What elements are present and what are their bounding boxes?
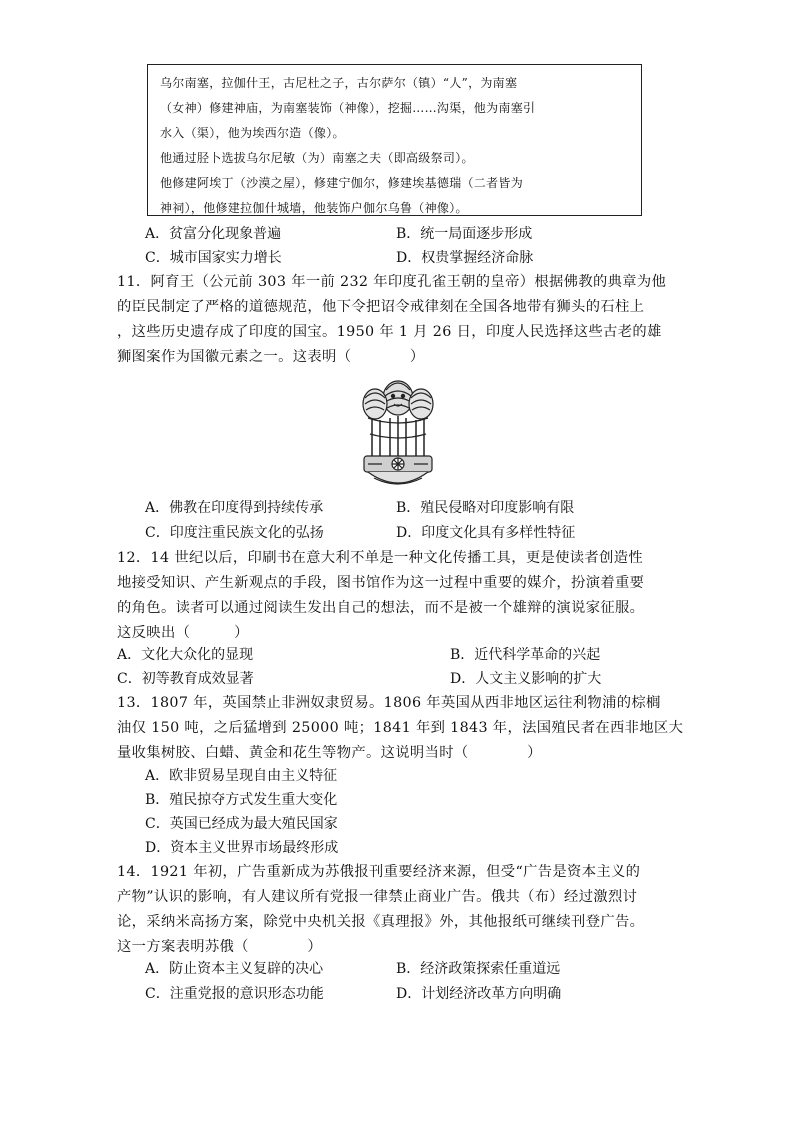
q12-line: 地接受知识、产生新观点的手段，图书馆作为这一过程中重要的媒介，扮演着重要 xyxy=(117,575,645,591)
q11-line: ，这些历史遗存成了印度的国宝。1950 年 1 月 26 日，印度人民选择这些古老的雄 xyxy=(117,324,662,340)
q14-stem xyxy=(117,860,677,960)
q14-line: 论，采纳米高扬方案，除党中央机关报《真理报》外，其他报纸可继续刊登广告。 xyxy=(117,914,645,930)
q11-option-d[interactable]: D．印度文化具有多样性特征 xyxy=(396,525,576,541)
q10-option-a[interactable]: A．贫富分化现象普遍 xyxy=(145,226,282,242)
q14-option-a[interactable]: A．防止资本主义复辟的决心 xyxy=(145,961,324,977)
q14-option-c[interactable]: C．注重党报的意识形态功能 xyxy=(145,986,324,1002)
q10-source-line: 他修建阿埃丁（沙漠之屋），修建宁伽尔，修建埃基德瑞（二者皆为 xyxy=(160,176,524,190)
q11-option-c[interactable]: C．印度注重民族文化的弘扬 xyxy=(145,525,324,541)
q10-source-line: （女神）修建神庙，为南塞装饰（神像），挖掘……沟渠，他为南塞引 xyxy=(160,101,536,115)
q14-line: 14．1921 年初，广告重新成为苏俄报刊重要经济来源，但受“广告是资本主义的 xyxy=(117,864,641,880)
q12-line: 12．14 世纪以后，印刷书在意大利不单是一种文化传播工具，更是使读者创造性 xyxy=(117,550,644,566)
q13-line: 油仅 150 吨，之后猛增到 25000 吨；1841 年到 1843 年，法国殖民者在西非地区大 xyxy=(117,720,684,736)
q13-option-d[interactable]: D．资本主义世界市场最终形成 xyxy=(145,840,339,856)
q13-option-b[interactable]: B．殖民掠夺方式发生重大变化 xyxy=(145,792,338,808)
q12-option-a[interactable]: A．文化大众化的显现 xyxy=(117,647,254,663)
q10-option-c[interactable]: C．城市国家实力增长 xyxy=(145,250,282,266)
q10-source-line: 乌尔南塞，拉伽什王，古尼杜之子，古尔萨尔（镇）“人”，为南塞 xyxy=(160,76,518,90)
q12-option-b[interactable]: B．近代科学革命的兴起 xyxy=(450,647,601,663)
q10-source-line: 水入（渠），他为埃西尔造（像）。 xyxy=(160,126,345,140)
q14-option-b[interactable]: B．经济政策探索任重道远 xyxy=(396,961,561,977)
q10-option-b[interactable]: B．统一局面逐步形成 xyxy=(396,226,533,242)
q13-option-a[interactable]: A．欧非贸易呈现自由主义特征 xyxy=(145,768,338,784)
q13-line: 13．1807 年，英国禁止非洲奴隶贸易。1806 年英国从西非地区运往利物浦的棕榈 xyxy=(117,695,661,711)
q13-option-c[interactable]: C．英国已经成为最大殖民国家 xyxy=(145,816,338,832)
q11-option-b[interactable]: B．殖民侵略对印度影响有限 xyxy=(396,500,575,516)
q12-option-c[interactable]: C．初等教育成效显著 xyxy=(117,671,254,687)
q10-source-box xyxy=(147,64,642,216)
q11-option-a[interactable]: A．佛教在印度得到持续传承 xyxy=(145,500,324,516)
q12-option-d[interactable]: D．人文主义影响的扩大 xyxy=(450,671,602,687)
lion-capital-emblem-icon xyxy=(358,374,438,492)
q14-line: 产物”认识的影响，有人建议所有党报一律禁止商业广告。俄共（布）经过激烈讨 xyxy=(117,889,638,905)
q13-line: 量收集树胶、白蜡、黄金和花生等物产。这说明当时（ ） xyxy=(117,745,542,761)
q11-line: 的臣民制定了严格的道德规范，他下令把诏令戒律刻在全国各地带有狮头的石柱上 xyxy=(117,299,645,315)
q12-stem xyxy=(117,546,677,646)
q14-line: 这一方案表明苏俄（ ） xyxy=(117,939,323,955)
q10-source-line: 他通过胫卜选拔乌尔尼敏（为）南塞之夫（即高级祭司）。 xyxy=(160,151,474,165)
q11-line: 11．阿育王（公元前 303 年一前 232 年印度孔雀王朝的皇帝）根据佛教的典章为他 xyxy=(117,274,667,290)
q11-line: 狮图案作为国徽元素之一。这表明（ ） xyxy=(117,349,425,365)
q12-line: 这反映出（ ） xyxy=(117,625,249,641)
q10-source-line: 神祠），他修建拉伽什城墙，他装饰户伽尔乌鲁（神像）。 xyxy=(160,201,468,215)
q11-stem xyxy=(117,270,677,370)
q13-stem xyxy=(117,691,684,766)
q14-option-d[interactable]: D．计划经济改革方向明确 xyxy=(396,986,562,1002)
q10-option-d[interactable]: D．权贵掌握经济命脉 xyxy=(396,250,534,266)
q12-line: 的角色。读者可以通过阅读生发出自己的想法，而不是被一个雄辩的演说家征服。 xyxy=(117,600,645,616)
